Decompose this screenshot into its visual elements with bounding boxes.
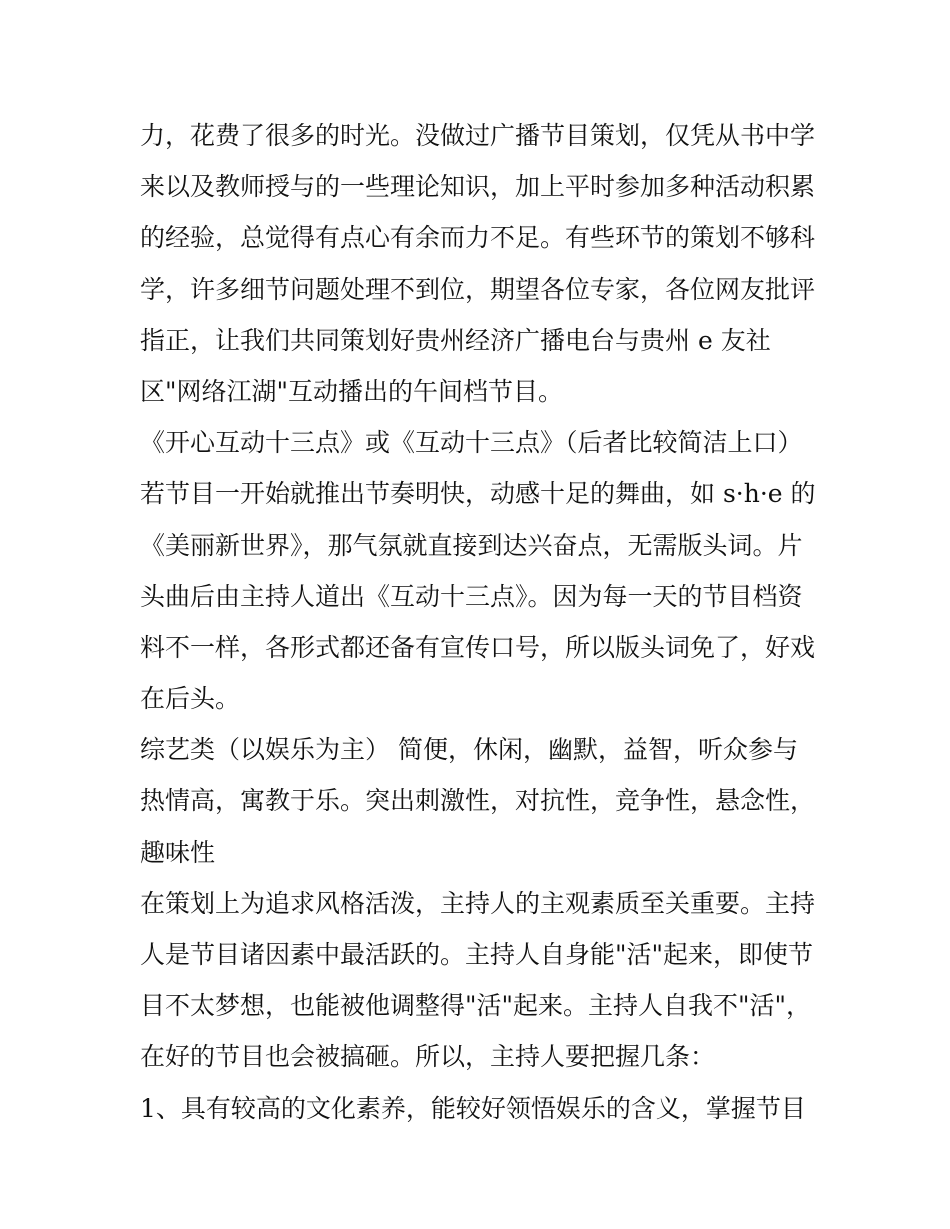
text-line: 学，许多细节问题处理不到位，期望各位专家，各位网友批评 xyxy=(140,274,816,304)
text-line: 指正，让我们共同策划好贵州经济广播电台与贵州 e 友社 xyxy=(140,325,771,355)
text-line: 若节目一开始就推出节奏明快，动感十足的舞曲，如 s·h·e 的 xyxy=(140,479,816,509)
text-line: 来以及教师授与的一些理论知识，加上平时参加多种活动积累 xyxy=(140,172,816,202)
text-line: 热情高，寓教于乐。突出刺激性，对抗性，竞争性，悬念性， xyxy=(140,786,816,816)
text-line: 人是节目诸因素中最活跃的。主持人自身能"活"起来，即使节 xyxy=(140,940,814,969)
text-line: 1、具有较高的文化素养，能较好领悟娱乐的含义，掌握节目 xyxy=(140,1093,806,1123)
text-line: 头曲后由主持人道出《互动十三点》。因为每一天的节目档资 xyxy=(140,581,803,611)
text-line: 在好的节目也会被搞砸。所以，主持人要把握几条： xyxy=(140,1042,716,1072)
text-line: 趣味性 xyxy=(140,837,216,867)
text-line: 的经验，总觉得有点心有余而力不足。有些环节的策划不够科 xyxy=(140,223,816,253)
text-line: 料不一样，各形式都还备有宣传口号，所以版头词免了，好戏 xyxy=(140,632,816,662)
text-line: 区"网络江湖"互动播出的午间档节目。 xyxy=(140,376,563,406)
text-line: 在后头。 xyxy=(140,684,241,714)
body-text xyxy=(140,110,820,1134)
text-line: 目不太梦想，也能被他调整得"活"起来。主持人自我不"活"， xyxy=(140,991,811,1021)
text-line: 《开心互动十三点》或《互动十三点》（后者比较简洁上口） xyxy=(140,428,803,458)
text-line: 《美丽新世界》，那气氛就直接到达兴奋点，无需版头词。片 xyxy=(140,530,803,560)
text-line: 力，花费了很多的时光。没做过广播节目策划，仅凭从书中学 xyxy=(140,121,816,150)
text-line: 在策划上为追求风格活泼，主持人的主观素质至关重要。主持 xyxy=(140,888,816,918)
text-line: 综艺类（以娱乐为主） 简便，休闲，幽默，益智，听众参与 xyxy=(140,735,798,765)
